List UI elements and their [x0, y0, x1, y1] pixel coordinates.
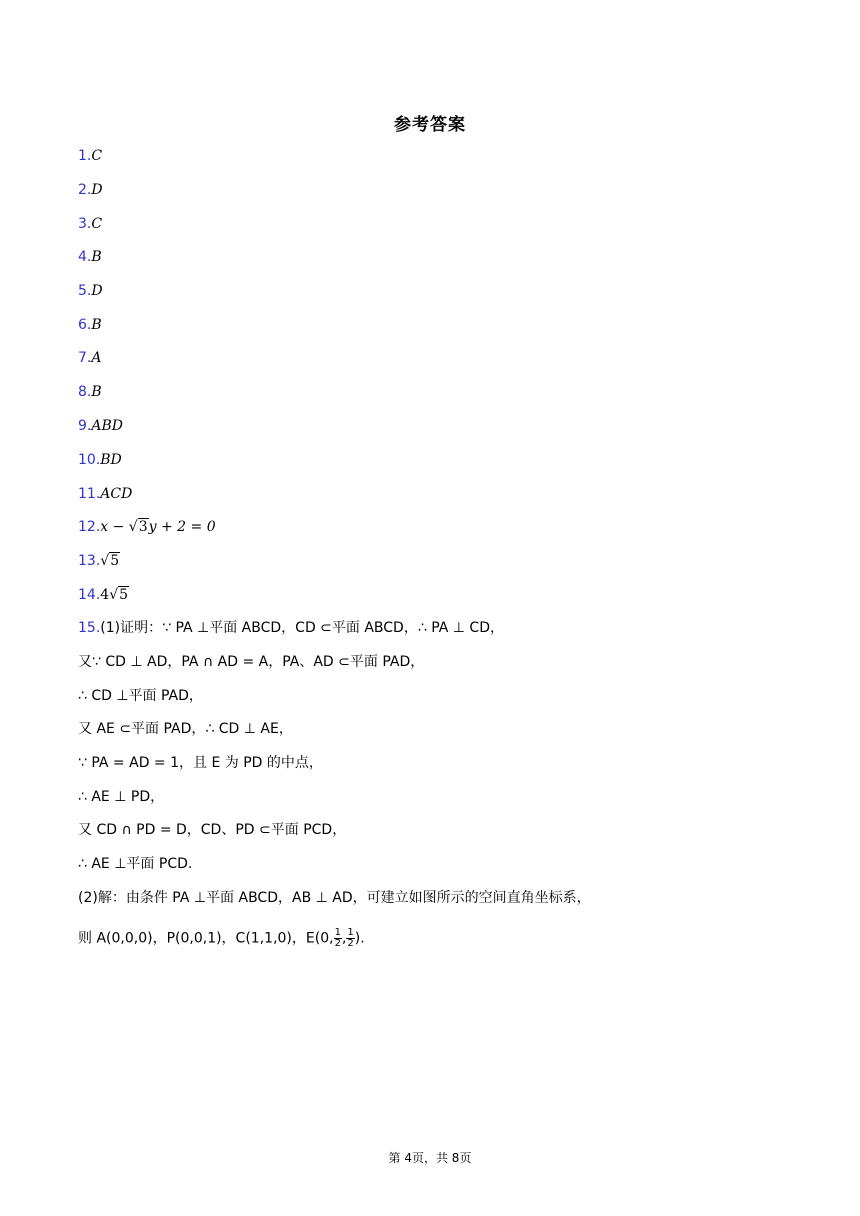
sqrt-expression: [109, 585, 129, 605]
answer-10: [78, 450, 122, 470]
solution-line-6: ∴ AE ⊥ PD，: [78, 789, 165, 805]
coordinates-text-end: ).: [354, 930, 365, 947]
question-number: 9.: [78, 418, 92, 434]
answer-value: BD: [100, 452, 122, 468]
question-number: 7.: [78, 350, 92, 366]
sqrt-expression: [129, 517, 149, 537]
question-number: 13.: [78, 553, 101, 569]
solution-line-9: (2)解：由条件 PA ⊥平面 ABCD，AB ⊥ AD，可建立如图所示的空间直角坐标系，: [78, 890, 591, 906]
question-number: 1.: [78, 148, 92, 164]
fraction-numerator: 1: [334, 927, 341, 938]
answer-12: [78, 517, 216, 537]
answer-6: [78, 315, 102, 335]
answer-value: B: [91, 317, 102, 333]
solution-line-7: 又 CD ∩ PD = D，CD、PD ⊂平面 PCD，: [78, 822, 347, 838]
sqrt-symbol: √: [128, 519, 138, 535]
answer-4: [78, 247, 102, 267]
answer-8: [78, 382, 102, 402]
question-number: 10.: [78, 452, 101, 468]
answer-3: [78, 214, 102, 234]
answer-9: [78, 416, 123, 436]
sqrt-symbol: √: [100, 553, 110, 569]
answer-value: B: [91, 384, 102, 400]
answer-equation-left: x −: [100, 519, 129, 535]
sqrt-symbol: √: [109, 587, 119, 603]
answer-equation-right: y + 2 = 0: [148, 519, 216, 535]
question-number: 14.: [78, 587, 101, 603]
answer-value: C: [91, 148, 103, 164]
fraction: [334, 928, 342, 949]
page-title: 参考答案: [394, 115, 466, 135]
solution-line-10: [78, 928, 365, 949]
question-number: 8.: [78, 384, 92, 400]
question-number: 12.: [78, 519, 101, 535]
sqrt-argument: 3: [138, 519, 148, 535]
solution-line-5: ∵ PA = AD = 1，且 E 为 PD 的中点，: [78, 755, 323, 771]
answer-2: [78, 180, 103, 200]
answer-value: ACD: [100, 486, 133, 502]
sqrt-argument: 5: [110, 553, 120, 569]
fraction-numerator: 1: [347, 927, 354, 938]
question-number: 3.: [78, 216, 92, 232]
sqrt-argument: 5: [119, 587, 129, 603]
solution-text: (1)证明：∵ PA ⊥平面 ABCD，CD ⊂平面 ABCD，∴ PA ⊥ CD，: [100, 620, 504, 636]
sqrt-expression: [100, 551, 120, 571]
answer-value: C: [91, 216, 103, 232]
answer-value: D: [91, 283, 103, 299]
answer-5: [78, 281, 103, 301]
question-number: 15.: [78, 620, 101, 636]
fraction-denominator: 2: [334, 938, 341, 949]
answer-value: ABD: [91, 418, 123, 434]
solution-line-8: ∴ AE ⊥平面 PCD.: [78, 856, 193, 872]
question-number: 6.: [78, 317, 92, 333]
page-footer: 第 4页，共 8页: [388, 1151, 472, 1165]
answer-value: B: [91, 249, 102, 265]
solution-line-2: 又∵ CD ⊥ AD，PA ∩ AD = A，PA、AD ⊂平面 PAD，: [78, 654, 425, 670]
answer-13: [78, 551, 120, 571]
question-number: 2.: [78, 182, 92, 198]
answer-value: A: [91, 350, 102, 366]
separator: ,: [341, 930, 347, 947]
fraction: [346, 928, 354, 949]
solution-line-4: 又 AE ⊂平面 PAD，∴ CD ⊥ AE，: [78, 721, 293, 737]
question-number: 5.: [78, 283, 92, 299]
solution-line-1: [78, 618, 504, 638]
fraction-denominator: 2: [347, 938, 354, 949]
coefficient: 4: [100, 587, 110, 603]
answer-value: D: [91, 182, 103, 198]
answer-1: [78, 146, 102, 166]
answer-7: [78, 348, 101, 368]
question-number: 4.: [78, 249, 92, 265]
question-number: 11.: [78, 486, 101, 502]
answer-11: [78, 484, 132, 504]
coordinates-text: 则 A(0,0,0)，P(0,0,1)，C(1,1,0)，E(0,: [78, 930, 334, 947]
answer-14: [78, 585, 129, 605]
solution-line-3: ∴ CD ⊥平面 PAD，: [78, 688, 203, 704]
